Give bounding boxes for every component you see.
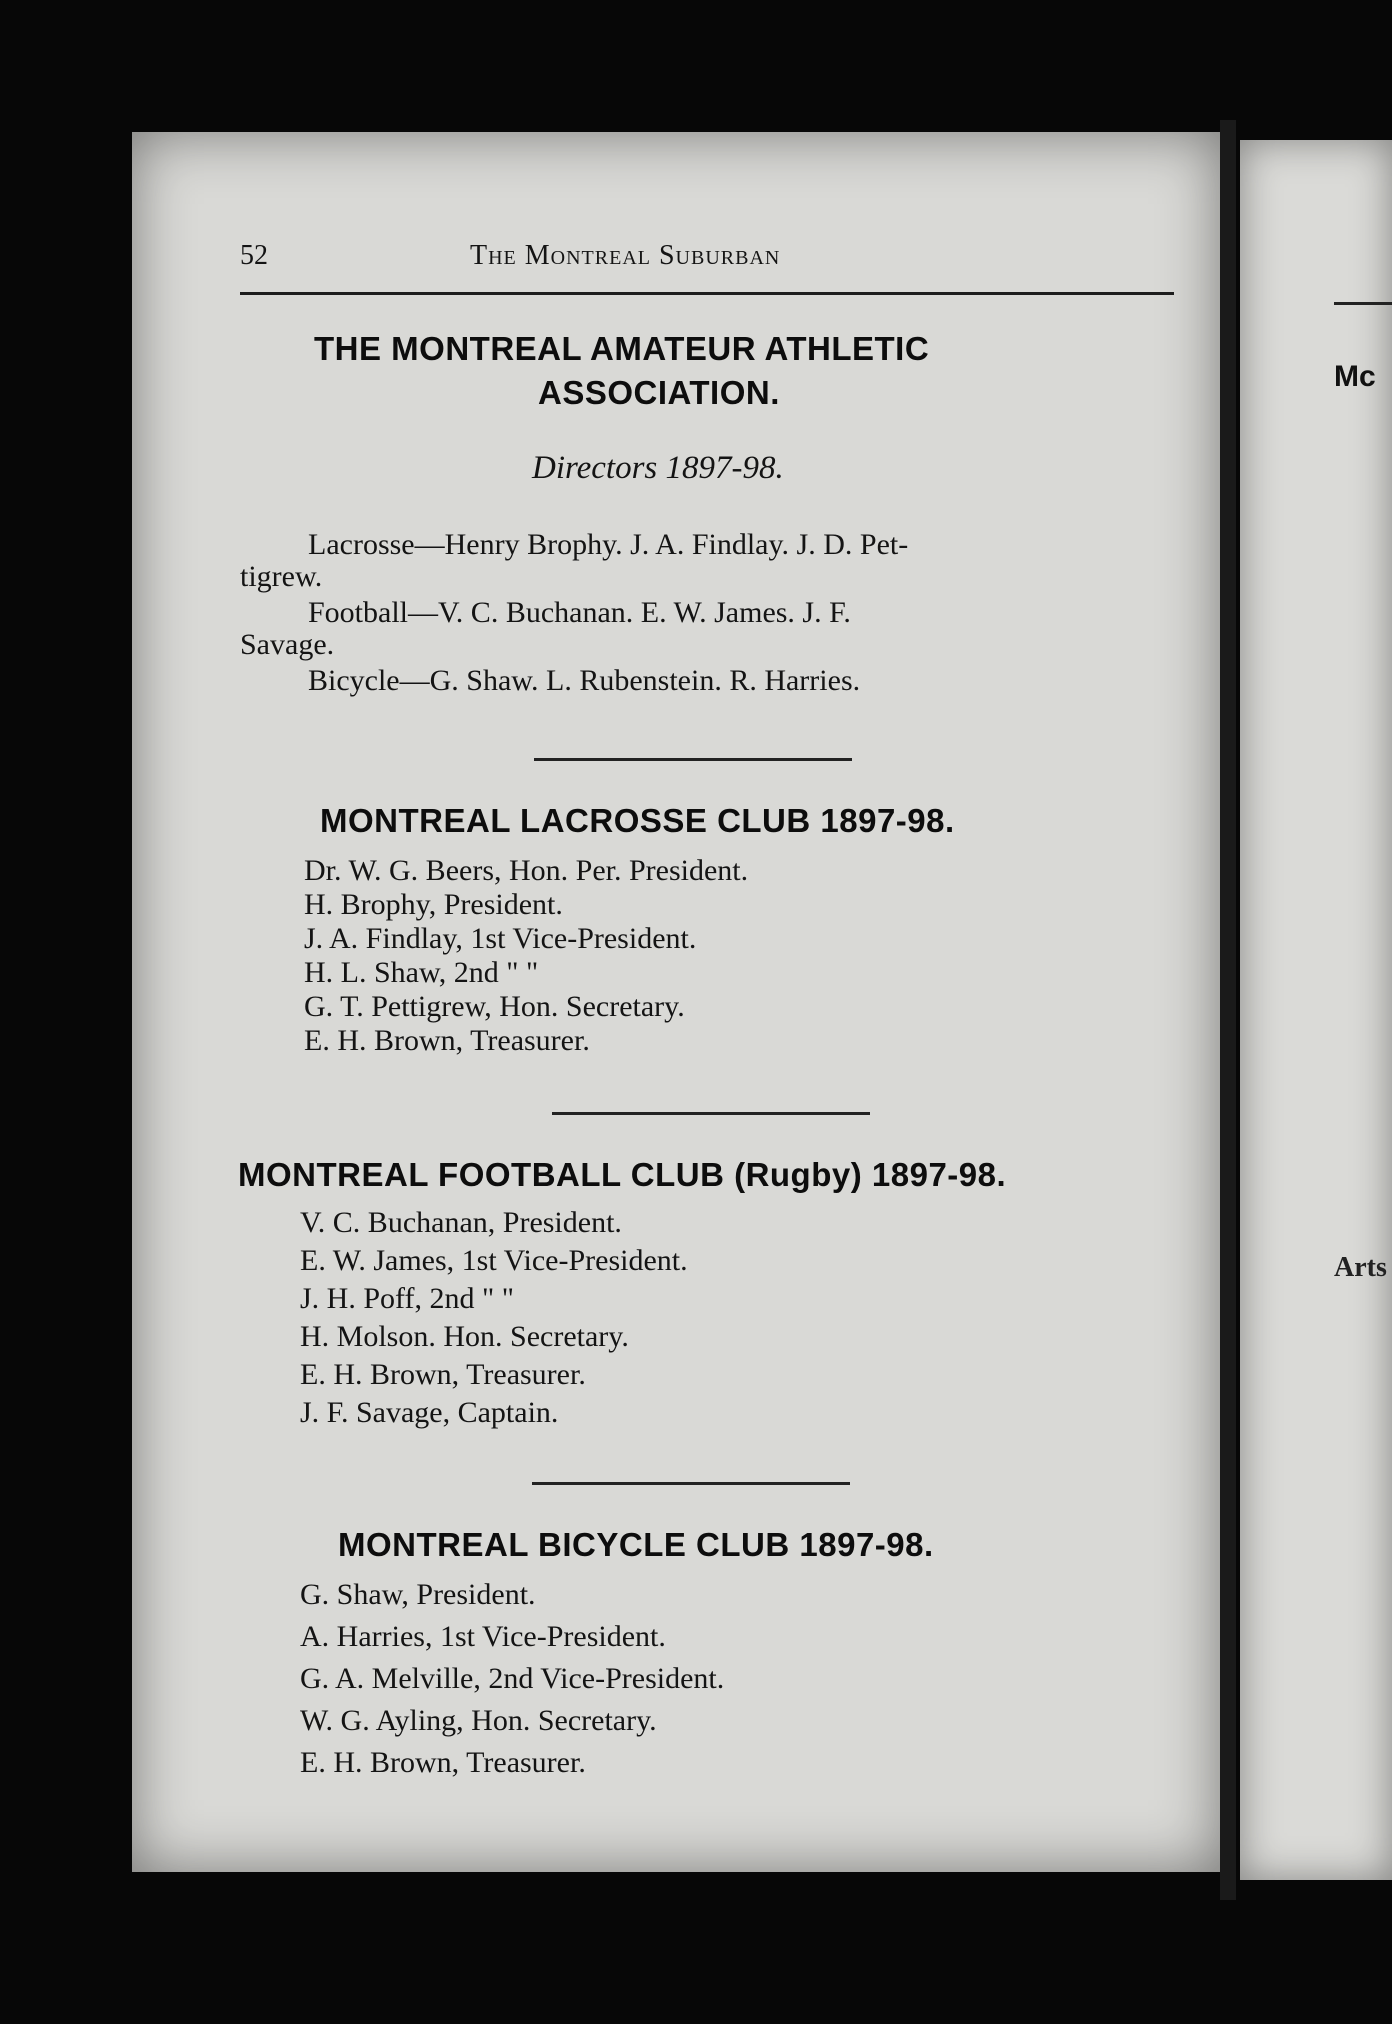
bicycle-line: E. H. Brown, Treasurer.: [300, 1746, 586, 1779]
lacrosse-line: J. A. Findlay, 1st Vice-President.: [304, 922, 697, 955]
book-gutter: [1220, 120, 1236, 1900]
football-line: J. F. Savage, Captain.: [300, 1396, 559, 1429]
section-divider: [532, 1482, 850, 1485]
maaa-line: Savage.: [240, 628, 335, 661]
lacrosse-line: H. Brophy, President.: [304, 888, 563, 921]
section-divider: [552, 1112, 870, 1115]
lacrosse-line: G. T. Pettigrew, Hon. Secretary.: [304, 990, 685, 1023]
football-line: V. C. Buchanan, President.: [300, 1206, 622, 1239]
section-divider: [534, 758, 852, 761]
maaa-title-line1: THE MONTREAL AMATEUR ATHLETIC: [314, 330, 930, 367]
facing-page-text-fragment: Arts: [1334, 1252, 1387, 1283]
facing-page-rule: [1334, 302, 1392, 305]
bicycle-title: MONTREAL BICYCLE CLUB 1897-98.: [338, 1526, 934, 1563]
header-rule: [240, 292, 1174, 295]
bicycle-line: A. Harries, 1st Vice-President.: [300, 1620, 666, 1653]
football-line: J. H. Poff, 2nd " ": [300, 1282, 514, 1315]
maaa-subtitle: Directors 1897-98.: [532, 450, 784, 486]
lacrosse-title: MONTREAL LACROSSE CLUB 1897-98.: [320, 802, 955, 839]
lacrosse-line: E. H. Brown, Treasurer.: [304, 1024, 590, 1057]
football-line: E. W. James, 1st Vice-President.: [300, 1244, 688, 1277]
football-title: MONTREAL FOOTBALL CLUB (Rugby) 1897-98.: [238, 1156, 1007, 1193]
maaa-line: Football—V. C. Buchanan. E. W. James. J. F.: [308, 596, 851, 629]
maaa-line: tigrew.: [240, 560, 323, 593]
running-title: The Montreal Suburban: [470, 240, 781, 271]
book-page: [132, 132, 1220, 1872]
page-header: [240, 240, 1200, 280]
football-line: E. H. Brown, Treasurer.: [300, 1358, 586, 1391]
maaa-line: Bicycle—G. Shaw. L. Rubenstein. R. Harries.: [308, 664, 861, 697]
lacrosse-line: H. L. Shaw, 2nd " ": [304, 956, 539, 989]
bicycle-line: G. Shaw, President.: [300, 1578, 536, 1611]
lacrosse-line: Dr. W. G. Beers, Hon. Per. President.: [304, 854, 749, 887]
football-line: H. Molson. Hon. Secretary.: [300, 1320, 629, 1353]
maaa-title-line2: ASSOCIATION.: [538, 374, 780, 411]
bicycle-line: G. A. Melville, 2nd Vice-President.: [300, 1662, 725, 1695]
facing-page-heading-fragment: Mc: [1334, 360, 1376, 393]
page-number: 52: [240, 240, 268, 271]
facing-page: [1240, 140, 1392, 1880]
bicycle-line: W. G. Ayling, Hon. Secretary.: [300, 1704, 657, 1737]
maaa-line: Lacrosse—Henry Brophy. J. A. Findlay. J. D. Pet-: [308, 528, 909, 561]
